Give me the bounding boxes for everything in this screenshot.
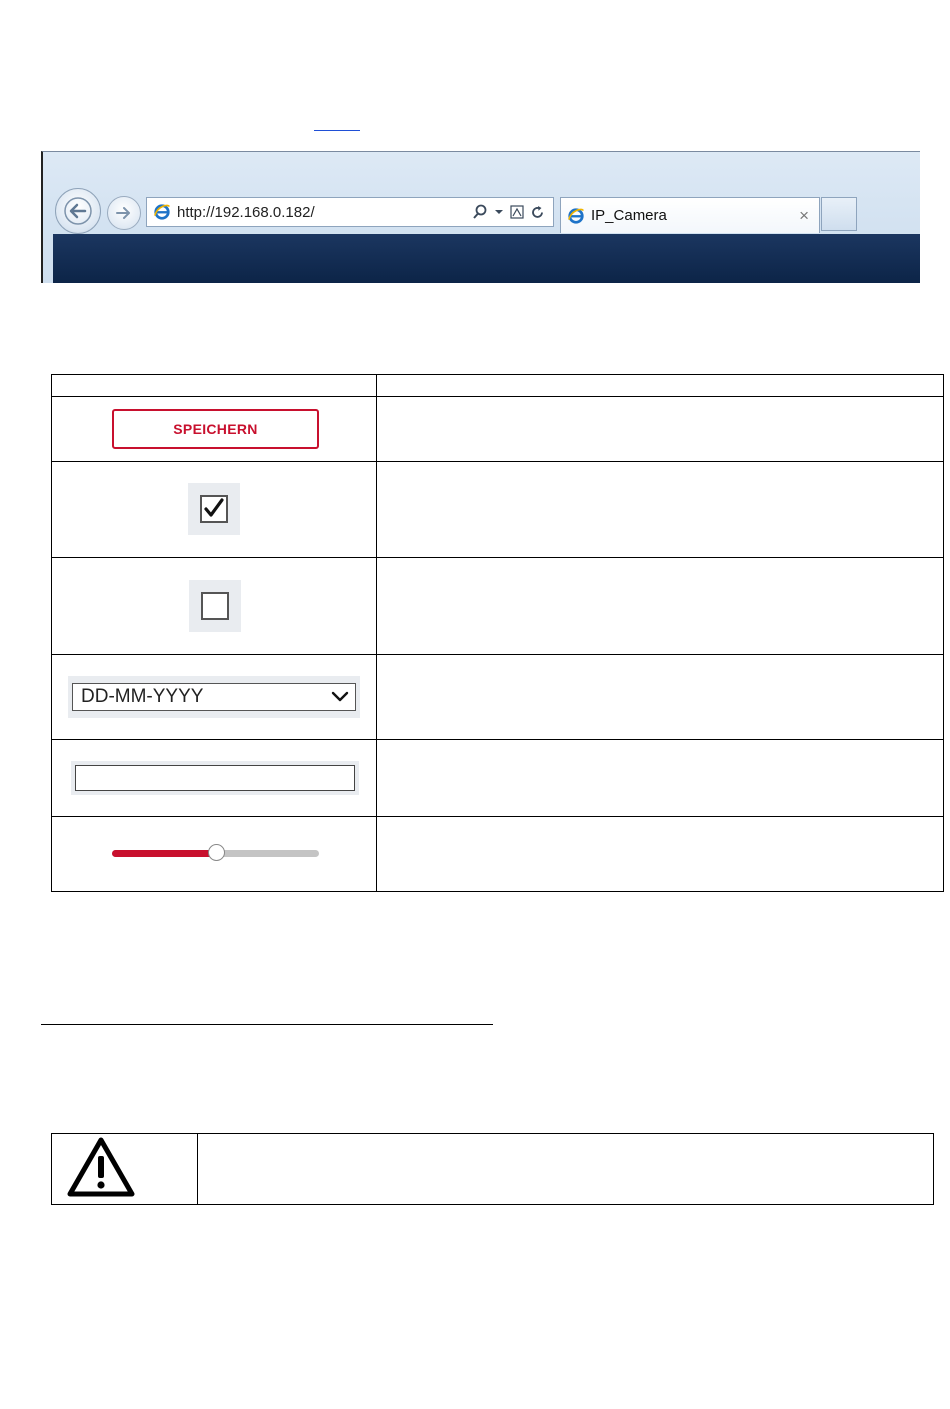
forward-arrow-icon (113, 202, 135, 224)
date-format-select[interactable] (72, 683, 356, 711)
compat-view-icon[interactable] (510, 205, 524, 219)
browser-screenshot (41, 151, 920, 283)
checkmark-icon (200, 495, 228, 523)
ie-logo-icon (153, 203, 171, 221)
checkbox-unchecked-sample (189, 580, 241, 632)
warning-box-divider (197, 1134, 198, 1204)
table-row-divider (51, 739, 944, 740)
forward-button[interactable] (107, 196, 141, 230)
text-input-field[interactable] (75, 765, 355, 791)
page-header-bar (53, 234, 920, 283)
warning-triangle-icon (66, 1136, 136, 1198)
address-bar[interactable] (146, 197, 554, 227)
select-value: DD-MM-YYYY (81, 686, 204, 707)
table-row-divider (51, 816, 944, 817)
table-row-divider (51, 396, 944, 397)
save-button[interactable]: SPEICHERN (112, 409, 319, 449)
select-sample (68, 676, 360, 718)
section-heading-underline (41, 1024, 493, 1025)
search-icon[interactable] (472, 204, 488, 220)
ie-logo-icon (567, 207, 585, 225)
back-arrow-icon (63, 196, 93, 226)
table-row-divider (51, 654, 944, 655)
checkbox-checked-sample (188, 483, 240, 535)
slider-fill (112, 850, 216, 857)
chevron-down-icon (331, 691, 349, 703)
text-input-sample (71, 761, 359, 795)
new-tab-button[interactable] (821, 197, 857, 231)
address-url[interactable]: http://192.168.0.182/ (177, 203, 315, 221)
dropdown-arrow-icon[interactable] (494, 207, 504, 217)
refresh-icon[interactable] (530, 205, 545, 220)
table-column-divider (376, 374, 377, 892)
table-frame (51, 374, 944, 892)
top-link-underline[interactable] (314, 112, 360, 131)
checkbox-checked[interactable] (200, 495, 228, 523)
close-icon[interactable]: × (799, 205, 809, 225)
table-row-divider (51, 557, 944, 558)
table-row-divider (51, 461, 944, 462)
tab-title: IP_Camera (591, 207, 667, 224)
slider-handle[interactable] (208, 844, 225, 861)
checkbox-unchecked[interactable] (201, 592, 229, 620)
elements-table (51, 374, 944, 892)
tab-ip-camera[interactable] (560, 197, 820, 233)
slider-track[interactable] (112, 850, 319, 857)
warning-note-box (51, 1133, 934, 1205)
back-button[interactable] (55, 188, 101, 234)
